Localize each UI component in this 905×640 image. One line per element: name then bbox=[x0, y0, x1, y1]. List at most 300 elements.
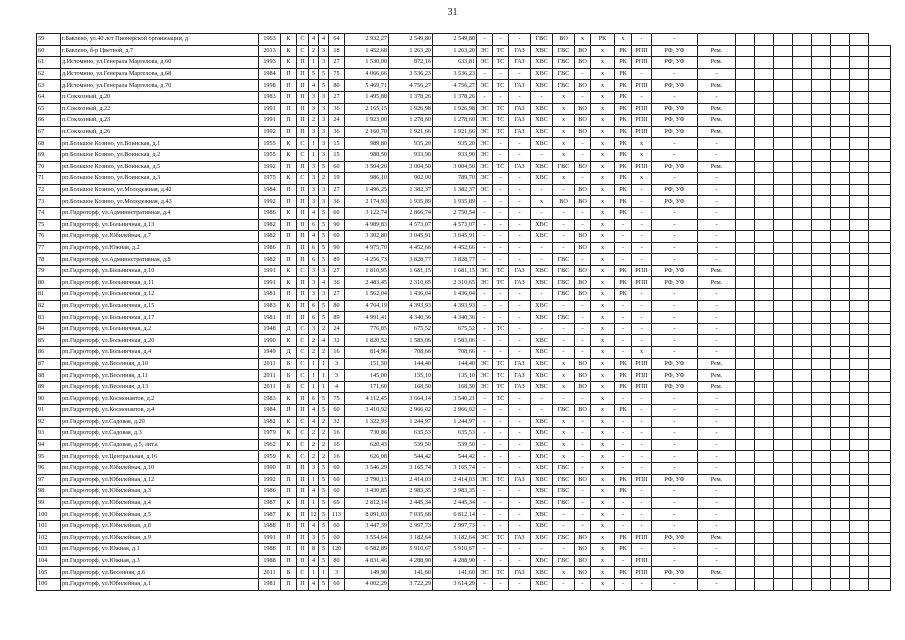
address-cell: рп.Гидроторф, ул.Административная, д.8 bbox=[61, 254, 259, 266]
empty-cell bbox=[869, 544, 891, 556]
table-cell: РПП bbox=[632, 474, 652, 486]
empty-cell bbox=[812, 34, 831, 46]
table-cell: - bbox=[509, 555, 531, 567]
table-cell: 1955 bbox=[259, 149, 281, 161]
row-number-cell: 91 bbox=[37, 405, 61, 417]
table-cell: 113 bbox=[329, 509, 345, 521]
table-cell: - bbox=[493, 555, 509, 567]
address-cell: рп.Гидроторф, ул.Юбилейная, д.1 bbox=[61, 578, 259, 590]
table-cell: 1 921,66 bbox=[433, 126, 477, 138]
table-cell: РК bbox=[615, 544, 632, 556]
table-cell: ГВС bbox=[553, 462, 575, 474]
table-cell: 2 997,73 bbox=[389, 520, 433, 532]
empty-cell bbox=[812, 381, 831, 393]
table-cell: С bbox=[297, 381, 309, 393]
table-cell: П bbox=[281, 474, 297, 486]
empty-cell bbox=[774, 196, 793, 208]
empty-cell bbox=[850, 277, 869, 289]
address-cell: рп.Гидроторф, ул.Весенняя, д.13 bbox=[61, 381, 259, 393]
table-cell: - bbox=[509, 242, 531, 254]
address-cell: г.Бавлено, ул.40 лет Пионерской организации, д bbox=[61, 34, 259, 46]
table-cell: С bbox=[297, 149, 309, 161]
empty-cell bbox=[774, 254, 793, 266]
table-cell: ХВС bbox=[531, 335, 553, 347]
table-cell: ВО bbox=[575, 555, 591, 567]
empty-cell bbox=[812, 462, 831, 474]
empty-cell bbox=[755, 138, 774, 150]
table-cell: К bbox=[281, 277, 297, 289]
table-cell: 1 496,25 bbox=[345, 184, 389, 196]
row-number-cell: 93 bbox=[37, 428, 61, 440]
table-cell: ХВС bbox=[531, 462, 553, 474]
table-cell: 4 340,36 bbox=[389, 312, 433, 324]
empty-cell bbox=[831, 520, 850, 532]
table-cell: - bbox=[477, 405, 493, 417]
table-cell: С bbox=[297, 370, 309, 382]
empty-cell bbox=[774, 265, 793, 277]
empty-cell bbox=[755, 405, 774, 417]
empty-cell bbox=[793, 265, 812, 277]
empty-cell bbox=[793, 126, 812, 138]
table-cell: - bbox=[575, 393, 591, 405]
table-cell: РК bbox=[615, 358, 632, 370]
empty-cell bbox=[774, 34, 793, 46]
address-cell: рп.Гидроторф, ул.Административная, д.4 bbox=[61, 207, 259, 219]
table-cell: 5 bbox=[319, 497, 329, 509]
empty-cell bbox=[793, 347, 812, 359]
table-cell: х bbox=[591, 567, 615, 579]
table-cell: 2 bbox=[319, 451, 329, 463]
table-cell: 5 bbox=[319, 161, 329, 173]
empty-cell bbox=[736, 555, 755, 567]
table-cell: - bbox=[698, 509, 736, 521]
table-cell: - bbox=[652, 254, 698, 266]
table-cell: - bbox=[698, 497, 736, 509]
address-cell: п.Сокхозный, д.22 bbox=[61, 103, 259, 115]
table-cell: 4 bbox=[319, 277, 329, 289]
table-cell: - bbox=[575, 207, 591, 219]
row-number-cell: 97 bbox=[37, 474, 61, 486]
table-cell: х bbox=[591, 45, 615, 57]
address-cell: рп.Гидроторф, ул.Юбилейная, д.4 bbox=[61, 497, 259, 509]
table-cell: - bbox=[632, 207, 652, 219]
table-cell: 12 bbox=[309, 509, 319, 521]
empty-cell bbox=[793, 323, 812, 335]
table-cell: ВО bbox=[575, 532, 591, 544]
table-cell: Рем. bbox=[698, 161, 736, 173]
table-cell: 1 495,88 bbox=[345, 91, 389, 103]
table-cell: 1990 bbox=[259, 462, 281, 474]
table-cell: - bbox=[477, 555, 493, 567]
empty-cell bbox=[850, 323, 869, 335]
table-cell: 1 bbox=[309, 381, 319, 393]
table-cell: х bbox=[553, 103, 575, 115]
table-cell: - bbox=[615, 439, 632, 451]
row-number-cell: 73 bbox=[37, 196, 61, 208]
table-cell: Рем. bbox=[698, 80, 736, 92]
table-cell: 168,50 bbox=[433, 381, 477, 393]
table-cell: - bbox=[509, 335, 531, 347]
empty-cell bbox=[812, 103, 831, 115]
empty-cell bbox=[812, 207, 831, 219]
table-cell: Б bbox=[281, 370, 297, 382]
empty-cell bbox=[850, 451, 869, 463]
empty-cell bbox=[869, 323, 891, 335]
table-row bbox=[37, 555, 891, 567]
table-cell: 80 bbox=[329, 300, 345, 312]
empty-cell bbox=[755, 358, 774, 370]
empty-cell bbox=[869, 532, 891, 544]
table-cell: х bbox=[591, 219, 615, 231]
table-cell: П bbox=[281, 126, 297, 138]
table-cell: ЭС bbox=[477, 115, 493, 127]
table-cell: х bbox=[632, 138, 652, 150]
empty-cell bbox=[774, 520, 793, 532]
table-row bbox=[37, 520, 891, 532]
table-row bbox=[37, 358, 891, 370]
table-cell: 4 bbox=[309, 207, 319, 219]
table-cell: х bbox=[591, 289, 615, 301]
table-cell: 135,10 bbox=[433, 370, 477, 382]
table-cell: - bbox=[509, 289, 531, 301]
table-cell: 32 bbox=[329, 416, 345, 428]
table-cell: ГВС bbox=[553, 555, 575, 567]
table-cell: РК bbox=[615, 405, 632, 417]
empty-cell bbox=[831, 358, 850, 370]
table-cell: - bbox=[632, 289, 652, 301]
table-cell: - bbox=[632, 451, 652, 463]
table-cell: 4 764,19 bbox=[345, 300, 389, 312]
table-cell: ХВС bbox=[531, 520, 553, 532]
empty-cell bbox=[869, 474, 891, 486]
table-cell: 2 983,35 bbox=[389, 486, 433, 498]
table-cell: - bbox=[698, 231, 736, 243]
table-cell: 60 bbox=[329, 405, 345, 417]
table-cell: х bbox=[615, 34, 632, 46]
table-cell: ВО bbox=[575, 126, 591, 138]
table-row bbox=[37, 68, 891, 80]
table-cell: ВО bbox=[575, 265, 591, 277]
table-cell: П bbox=[297, 57, 309, 69]
row-number-cell: 60 bbox=[37, 45, 61, 57]
empty-cell bbox=[774, 567, 793, 579]
empty-cell bbox=[812, 323, 831, 335]
empty-cell bbox=[755, 509, 774, 521]
empty-cell bbox=[812, 509, 831, 521]
table-cell: 3 bbox=[309, 532, 319, 544]
empty-cell bbox=[793, 231, 812, 243]
table-cell: - bbox=[493, 231, 509, 243]
table-cell: - bbox=[493, 544, 509, 556]
empty-cell bbox=[793, 207, 812, 219]
table-cell: 2 483,45 bbox=[345, 277, 389, 289]
table-cell: 3 722,29 bbox=[389, 578, 433, 590]
table-cell: 2 750,54 bbox=[433, 207, 477, 219]
empty-cell bbox=[793, 91, 812, 103]
table-cell: - bbox=[698, 173, 736, 185]
table-cell: С bbox=[297, 173, 309, 185]
table-cell: 2 bbox=[309, 347, 319, 359]
table-cell: 1 378,26 bbox=[433, 91, 477, 103]
table-cell: - bbox=[509, 347, 531, 359]
row-number-cell: 90 bbox=[37, 393, 61, 405]
address-cell: рп.Гидроторф, ул.Больничная, д.12 bbox=[61, 289, 259, 301]
table-cell: - bbox=[531, 393, 553, 405]
empty-cell bbox=[736, 34, 755, 46]
table-cell: 1 bbox=[319, 567, 329, 579]
empty-cell bbox=[812, 173, 831, 185]
table-cell: - bbox=[632, 428, 652, 440]
empty-cell bbox=[850, 103, 869, 115]
empty-cell bbox=[736, 207, 755, 219]
row-number-cell: 64 bbox=[37, 91, 61, 103]
table-cell: - bbox=[698, 184, 736, 196]
empty-cell bbox=[755, 126, 774, 138]
table-cell: 2 310,65 bbox=[433, 277, 477, 289]
empty-cell bbox=[869, 196, 891, 208]
empty-cell bbox=[831, 300, 850, 312]
empty-cell bbox=[755, 115, 774, 127]
table-cell: - bbox=[509, 486, 531, 498]
table-cell: - bbox=[632, 312, 652, 324]
table-cell: ВО bbox=[575, 45, 591, 57]
empty-cell bbox=[812, 196, 831, 208]
table-cell: 36 bbox=[329, 196, 345, 208]
table-cell: - bbox=[509, 509, 531, 521]
empty-cell bbox=[774, 451, 793, 463]
table-cell: РК bbox=[615, 196, 632, 208]
table-cell: ВО bbox=[575, 277, 591, 289]
table-cell: 2 160,70 bbox=[345, 126, 389, 138]
table-cell: 2011 bbox=[259, 358, 281, 370]
empty-cell bbox=[793, 555, 812, 567]
empty-cell bbox=[831, 312, 850, 324]
address-cell: рп.Гидроторф, ул.Космонавтов, д.2 bbox=[61, 393, 259, 405]
table-row bbox=[37, 265, 891, 277]
empty-cell bbox=[736, 474, 755, 486]
empty-cell bbox=[831, 486, 850, 498]
table-cell: ТС bbox=[493, 381, 509, 393]
table-cell: ЭС bbox=[477, 358, 493, 370]
table-cell: К bbox=[281, 57, 297, 69]
empty-cell bbox=[755, 555, 774, 567]
table-cell: 16 bbox=[329, 451, 345, 463]
empty-cell bbox=[869, 265, 891, 277]
table-cell: ТС bbox=[493, 393, 509, 405]
table-cell: ХВС bbox=[531, 370, 553, 382]
table-cell: 2 bbox=[309, 439, 319, 451]
empty-cell bbox=[850, 509, 869, 521]
empty-cell bbox=[793, 358, 812, 370]
empty-cell bbox=[793, 138, 812, 150]
empty-cell bbox=[736, 486, 755, 498]
table-cell: - bbox=[652, 405, 698, 417]
table-cell: х bbox=[553, 370, 575, 382]
table-cell: - bbox=[477, 68, 493, 80]
table-cell: - bbox=[652, 520, 698, 532]
table-row bbox=[37, 300, 891, 312]
empty-cell bbox=[793, 370, 812, 382]
table-cell: 989,80 bbox=[345, 138, 389, 150]
table-cell: Рем. bbox=[698, 358, 736, 370]
empty-cell bbox=[774, 138, 793, 150]
table-cell: ГАЗ bbox=[509, 567, 531, 579]
table-cell: 633,81 bbox=[433, 57, 477, 69]
table-cell: 1962 bbox=[259, 439, 281, 451]
table-cell: С bbox=[297, 265, 309, 277]
table-cell: - bbox=[493, 149, 509, 161]
empty-cell bbox=[774, 68, 793, 80]
table-cell: - bbox=[509, 416, 531, 428]
empty-cell bbox=[831, 416, 850, 428]
table-row bbox=[37, 578, 891, 590]
empty-cell bbox=[774, 555, 793, 567]
table-cell: 3 bbox=[319, 45, 329, 57]
empty-cell bbox=[793, 34, 812, 46]
table-cell: 4 288,90 bbox=[433, 555, 477, 567]
table-cell: - bbox=[575, 149, 591, 161]
empty-cell bbox=[869, 370, 891, 382]
empty-cell bbox=[869, 138, 891, 150]
empty-cell bbox=[755, 184, 774, 196]
table-cell: П bbox=[297, 68, 309, 80]
table-cell: - bbox=[531, 207, 553, 219]
empty-cell bbox=[831, 474, 850, 486]
table-cell: х bbox=[591, 393, 615, 405]
empty-cell bbox=[793, 80, 812, 92]
table-cell: ХВС bbox=[531, 138, 553, 150]
empty-cell bbox=[755, 207, 774, 219]
row-number-cell: 65 bbox=[37, 103, 61, 115]
table-cell: - bbox=[632, 68, 652, 80]
table-cell: 5 bbox=[319, 462, 329, 474]
empty-cell bbox=[755, 439, 774, 451]
table-cell: 69 bbox=[329, 497, 345, 509]
empty-cell bbox=[755, 381, 774, 393]
table-cell: 935,20 bbox=[433, 138, 477, 150]
empty-cell bbox=[831, 103, 850, 115]
empty-cell bbox=[831, 462, 850, 474]
table-cell: 90 bbox=[329, 242, 345, 254]
table-cell: 4 573,07 bbox=[389, 219, 433, 231]
empty-cell bbox=[812, 428, 831, 440]
table-cell: - bbox=[652, 451, 698, 463]
table-cell: - bbox=[698, 300, 736, 312]
empty-cell bbox=[736, 265, 755, 277]
table-cell: 544,42 bbox=[433, 451, 477, 463]
empty-cell bbox=[755, 254, 774, 266]
empty-cell bbox=[812, 184, 831, 196]
table-cell: 5 bbox=[319, 405, 329, 417]
empty-cell bbox=[869, 347, 891, 359]
table-cell: РК bbox=[615, 80, 632, 92]
address-cell: рп.Гидроторф, ул.Садовая, д.3 bbox=[61, 428, 259, 440]
table-cell: ВО bbox=[575, 405, 591, 417]
empty-cell bbox=[774, 381, 793, 393]
table-cell: ТС bbox=[493, 103, 509, 115]
table-cell: - bbox=[477, 347, 493, 359]
table-cell: 36 bbox=[329, 126, 345, 138]
table-cell: 1987 bbox=[259, 497, 281, 509]
table-cell: - bbox=[493, 34, 509, 46]
table-cell: Рем. bbox=[698, 45, 736, 57]
table-cell: ГВС bbox=[531, 34, 553, 46]
empty-cell bbox=[831, 173, 850, 185]
table-cell: РК bbox=[615, 289, 632, 301]
empty-cell bbox=[774, 486, 793, 498]
table-cell: 544,42 bbox=[389, 451, 433, 463]
table-cell: - bbox=[509, 173, 531, 185]
table-cell: 814,96 bbox=[345, 347, 389, 359]
empty-cell bbox=[850, 486, 869, 498]
table-cell: 3 bbox=[309, 91, 319, 103]
table-cell: 1 bbox=[319, 358, 329, 370]
table-cell: 1984 bbox=[259, 405, 281, 417]
empty-cell bbox=[831, 265, 850, 277]
table-cell: - bbox=[615, 335, 632, 347]
table-cell: 89 bbox=[329, 254, 345, 266]
table-cell: х bbox=[591, 451, 615, 463]
table-cell: 1987 bbox=[259, 509, 281, 521]
empty-cell bbox=[850, 381, 869, 393]
table-cell: 141,60 bbox=[389, 567, 433, 579]
empty-cell bbox=[831, 497, 850, 509]
table-cell: 1991 bbox=[259, 265, 281, 277]
table-cell: 151,50 bbox=[345, 358, 389, 370]
table-cell: К bbox=[281, 416, 297, 428]
table-cell: - bbox=[477, 451, 493, 463]
empty-cell bbox=[755, 91, 774, 103]
table-cell: 3 bbox=[309, 161, 319, 173]
table-cell: ТС bbox=[493, 161, 509, 173]
table-cell: П bbox=[281, 242, 297, 254]
table-cell: - bbox=[509, 219, 531, 231]
table-cell: - bbox=[652, 439, 698, 451]
table-cell: - bbox=[615, 497, 632, 509]
table-cell: ХВС bbox=[531, 57, 553, 69]
empty-cell bbox=[774, 312, 793, 324]
table-cell: - bbox=[652, 462, 698, 474]
table-cell: - bbox=[493, 486, 509, 498]
empty-cell bbox=[793, 254, 812, 266]
table-cell: х bbox=[591, 312, 615, 324]
empty-cell bbox=[774, 393, 793, 405]
table-cell: 4 bbox=[329, 381, 345, 393]
table-row bbox=[37, 138, 891, 150]
table-cell: П bbox=[297, 196, 309, 208]
table-cell: - bbox=[615, 242, 632, 254]
empty-cell bbox=[755, 277, 774, 289]
table-cell: 5 bbox=[319, 393, 329, 405]
table-cell: 8 bbox=[309, 544, 319, 556]
table-cell: 4 bbox=[309, 80, 319, 92]
table-cell: - bbox=[553, 509, 575, 521]
table-cell: 75 bbox=[329, 68, 345, 80]
table-cell: - bbox=[509, 254, 531, 266]
table-cell: 1 923,00 bbox=[345, 115, 389, 127]
empty-cell bbox=[812, 393, 831, 405]
table-cell: - bbox=[575, 451, 591, 463]
table-cell: 3 bbox=[309, 196, 319, 208]
table-cell: ГВС bbox=[553, 312, 575, 324]
table-cell: 5 bbox=[319, 207, 329, 219]
table-cell: - bbox=[698, 312, 736, 324]
table-cell: РФ, УФ bbox=[652, 45, 698, 57]
table-cell: х bbox=[553, 439, 575, 451]
table-cell: 3 536,23 bbox=[433, 68, 477, 80]
table-row bbox=[37, 277, 891, 289]
table-cell: П bbox=[297, 254, 309, 266]
